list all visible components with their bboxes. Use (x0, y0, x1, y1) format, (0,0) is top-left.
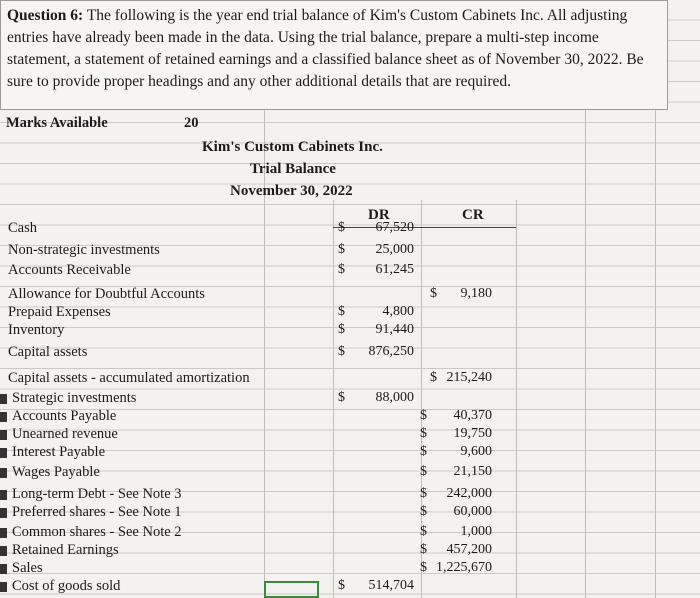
cr-amount: 19,750 (453, 426, 492, 441)
cr-currency-symbol: $ (430, 370, 437, 385)
dr-amount: 876,250 (368, 344, 414, 359)
row-marker (0, 468, 7, 478)
cr-currency-symbol: $ (430, 286, 437, 301)
account-name: Non-strategic investments (8, 242, 160, 258)
account-name: Capital assets (8, 344, 88, 360)
cr-amount: 1,225,670 (436, 560, 492, 575)
report-title: Trial Balance (250, 161, 336, 177)
cr-amount: 1,000 (460, 524, 492, 539)
dr-amount: 91,440 (375, 322, 414, 337)
dr-amount: 4,800 (382, 304, 414, 319)
account-name: Cash (8, 220, 37, 236)
cr-column-header: CR (462, 207, 484, 223)
marks-label: Marks Available (6, 115, 108, 131)
account-name: Retained Earnings (12, 542, 119, 558)
account-name: Allowance for Doubtful Accounts (8, 286, 205, 302)
row-marker (0, 430, 7, 440)
report-date: November 30, 2022 (230, 183, 353, 199)
cr-currency-symbol: $ (420, 560, 427, 575)
dr-amount: 514,704 (368, 578, 414, 593)
row-marker (0, 394, 7, 404)
dr-currency-symbol: $ (338, 242, 345, 257)
row-marker (0, 490, 7, 500)
account-name: Wages Payable (12, 464, 100, 480)
account-name: Accounts Receivable (8, 262, 131, 278)
account-name: Strategic investments (12, 390, 137, 406)
account-name: Capital assets - accumulated amortization (8, 370, 250, 386)
row-marker (0, 528, 7, 538)
row-marker (0, 448, 7, 458)
account-name: Accounts Payable (12, 408, 117, 424)
marks-value: 20 (184, 115, 199, 131)
dr-amount: 61,245 (375, 262, 414, 277)
cr-currency-symbol: $ (420, 542, 427, 557)
cr-currency-symbol: $ (420, 504, 427, 519)
row-marker (0, 582, 7, 592)
account-name: Preferred shares - See Note 1 (12, 504, 182, 520)
cr-currency-symbol: $ (420, 444, 427, 459)
dr-amount: 25,000 (375, 242, 414, 257)
dr-currency-symbol: $ (338, 344, 345, 359)
cr-currency-symbol: $ (420, 426, 427, 441)
dr-currency-symbol: $ (338, 390, 345, 405)
account-name: Common shares - See Note 2 (12, 524, 182, 540)
row-marker (0, 412, 7, 422)
grid-line (333, 200, 334, 598)
dr-currency-symbol: $ (338, 322, 345, 337)
dr-currency-symbol: $ (338, 262, 345, 277)
header-underline (333, 227, 516, 228)
grid-line (585, 110, 586, 598)
account-name: Unearned revenue (12, 426, 118, 442)
cr-amount: 242,000 (446, 486, 492, 501)
cr-amount: 60,000 (453, 504, 492, 519)
account-name: Inventory (8, 322, 65, 338)
dr-currency-symbol: $ (338, 304, 345, 319)
cr-amount: 40,370 (453, 408, 492, 423)
dr-amount: 67,520 (375, 220, 414, 235)
cr-amount: 457,200 (446, 542, 492, 557)
account-name: Interest Payable (12, 444, 106, 460)
company-name: Kim's Custom Cabinets Inc. (202, 139, 383, 155)
cr-currency-symbol: $ (420, 464, 427, 479)
account-name: Long-term Debt - See Note 3 (12, 486, 182, 502)
cr-currency-symbol: $ (420, 486, 427, 501)
question-number: Question 6: (7, 7, 84, 24)
cr-currency-symbol: $ (420, 524, 427, 539)
account-name: Cost of goods sold (12, 578, 121, 594)
row-marker (0, 564, 7, 574)
grid-line (516, 200, 517, 598)
row-marker (0, 546, 7, 556)
row-marker (0, 508, 7, 518)
dr-column-header: DR (368, 207, 390, 223)
cr-amount: 215,240 (446, 370, 492, 385)
cr-amount: 9,180 (460, 286, 492, 301)
dr-currency-symbol: $ (338, 578, 345, 593)
cr-currency-symbol: $ (420, 408, 427, 423)
dr-currency-symbol: $ (338, 220, 345, 235)
question-box (0, 0, 668, 110)
cr-amount: 9,600 (460, 444, 492, 459)
account-name: Sales (12, 560, 43, 576)
question-text: The following is the year end trial balance of Kim's Custom Cabinets Inc. All adjusting entries have already been made in the data. Using the trial balance, prepare a multi-step income statement, a statement of retained earnings and a classified balance sheet as of November 30, 2022. Be sure to provide proper headings and any other additional details that are required. (7, 7, 644, 90)
account-name: Prepaid Expenses (8, 304, 111, 320)
selected-cell[interactable] (264, 581, 319, 598)
dr-amount: 88,000 (375, 390, 414, 405)
cr-amount: 21,150 (453, 464, 492, 479)
grid-line (655, 110, 656, 598)
